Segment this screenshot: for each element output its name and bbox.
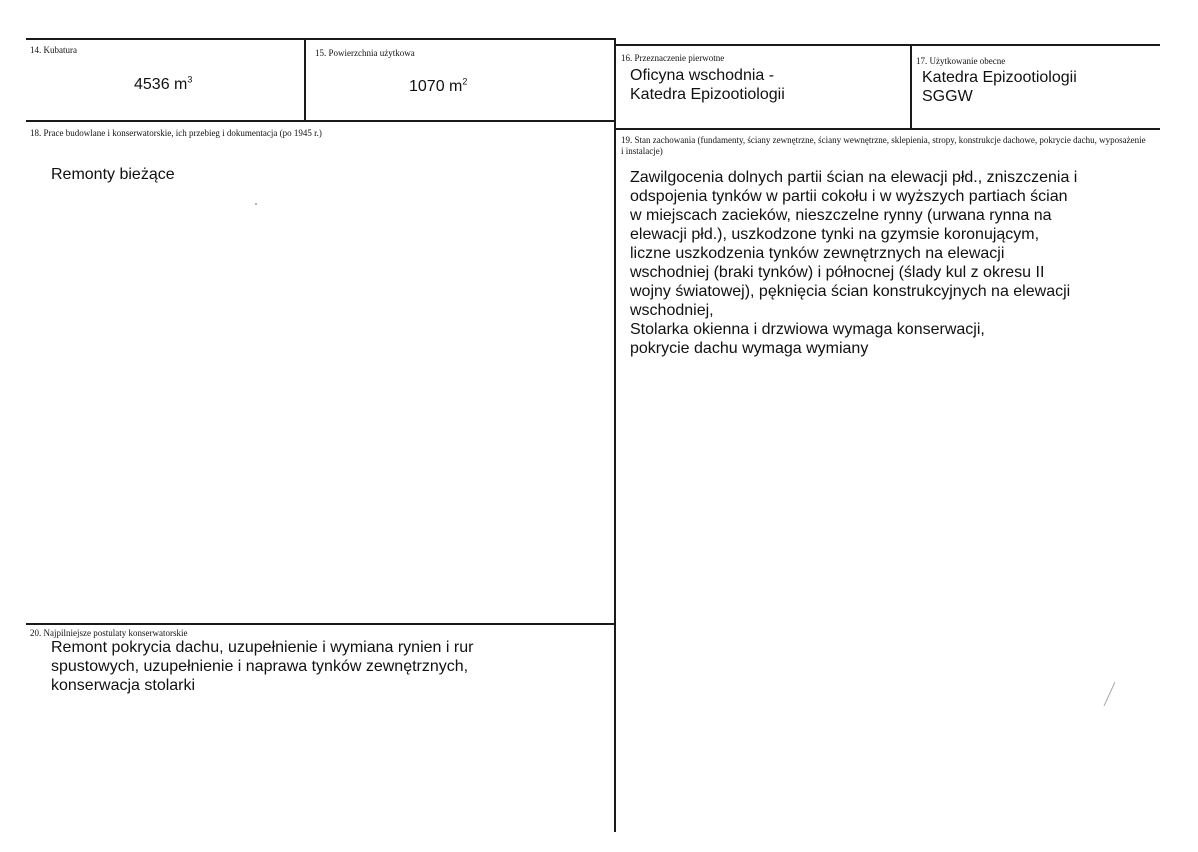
field-16-label: 16. Przeznaczenie pierwotne	[621, 53, 725, 63]
field-19-line: odspojenia tynków w partii cokołu i w wyższych partiach ścian	[630, 188, 1068, 205]
field-20-line: Remont pokrycia dachu, uzupełnienie i wymiana rynien i rur	[51, 639, 474, 656]
field-19-line: wschodniej,	[630, 302, 714, 319]
scan-mark	[1100, 680, 1120, 710]
field-19-line: w miejscach zacieków, nieszczelne rynny (urwana rynna na	[630, 207, 1052, 224]
field-19-line: Stolarka okienna i drzwiowa wymaga konserwacji,	[630, 321, 985, 338]
field-16-line: Katedra Epizootiologii	[630, 86, 785, 103]
scan-speck	[255, 203, 257, 205]
field-14-unit-superscript: 3	[187, 74, 193, 85]
field-19-label: 19. Stan zachowania (fundamenty, ściany zewnętrzne, ściany wewnętrzne, sklepienia, stropy, konstrukcje dachowe, pokrycie dachu, wyposażenie i instalacje)	[621, 135, 1146, 156]
section-20-divider	[26, 623, 616, 625]
field-15-value-text: 1070 m	[409, 78, 463, 95]
field-20-value	[51, 638, 473, 695]
field-19-value	[630, 168, 1077, 358]
field-17-value	[922, 68, 1077, 106]
field-19-line: pokrycie dachu wymaga wymiany	[630, 340, 869, 357]
field-20-line: konserwacja stolarki	[51, 677, 196, 694]
field-17-line: SGGW	[922, 88, 973, 105]
field-14-label: 14. Kubatura	[30, 45, 77, 55]
vertical-divider-14-15	[304, 39, 306, 121]
field-15-value	[409, 77, 467, 96]
field-20-label: 20. Najpilniejsze postulaty konserwatorskie	[30, 628, 188, 638]
top-border-left	[26, 38, 616, 40]
field-17-label: 17. Użytkowanie obecne	[916, 56, 1006, 66]
field-20-line: spustowych, uzupełnienie i naprawa tynków zewnętrznych,	[51, 658, 469, 675]
field-19-line: Zawilgocenia dolnych partii ścian na elewacji płd., zniszczenia i	[630, 169, 1078, 186]
vertical-divider-center	[614, 40, 616, 832]
field-14-value-text: 4536 m	[134, 76, 188, 93]
field-19-line: elewacji płd.), uszkodzone tynki na gzymsie koronującym,	[630, 226, 1040, 243]
field-19-line: wschodniej (braki tynków) i północnej (ślady kul z okresu II	[630, 264, 1045, 281]
row-divider-right	[614, 128, 1160, 130]
field-19-line: wojny światowej), pęknięcia ścian konstrukcyjnych na elewacji	[630, 283, 1071, 300]
field-19-line: liczne uszkodzenia tynków zewnętrznych na elewacji	[630, 245, 1005, 262]
row-divider-left	[26, 120, 616, 122]
field-18-label: 18. Prace budowlane i konserwatorskie, ich przebieg i dokumentacja (po 1945 r.)	[30, 128, 322, 138]
field-15-unit-superscript: 2	[462, 76, 468, 87]
field-18-value: Remonty bieżące	[51, 166, 175, 183]
field-17-line: Katedra Epizootiologii	[922, 69, 1077, 86]
field-15-label: 15. Powierzchnia użytkowa	[315, 48, 415, 58]
top-border-right	[614, 44, 1160, 46]
field-14-value	[134, 75, 192, 94]
vertical-divider-16-17	[910, 45, 912, 129]
field-16-value	[630, 66, 785, 104]
field-16-line: Oficyna wschodnia -	[630, 67, 775, 84]
